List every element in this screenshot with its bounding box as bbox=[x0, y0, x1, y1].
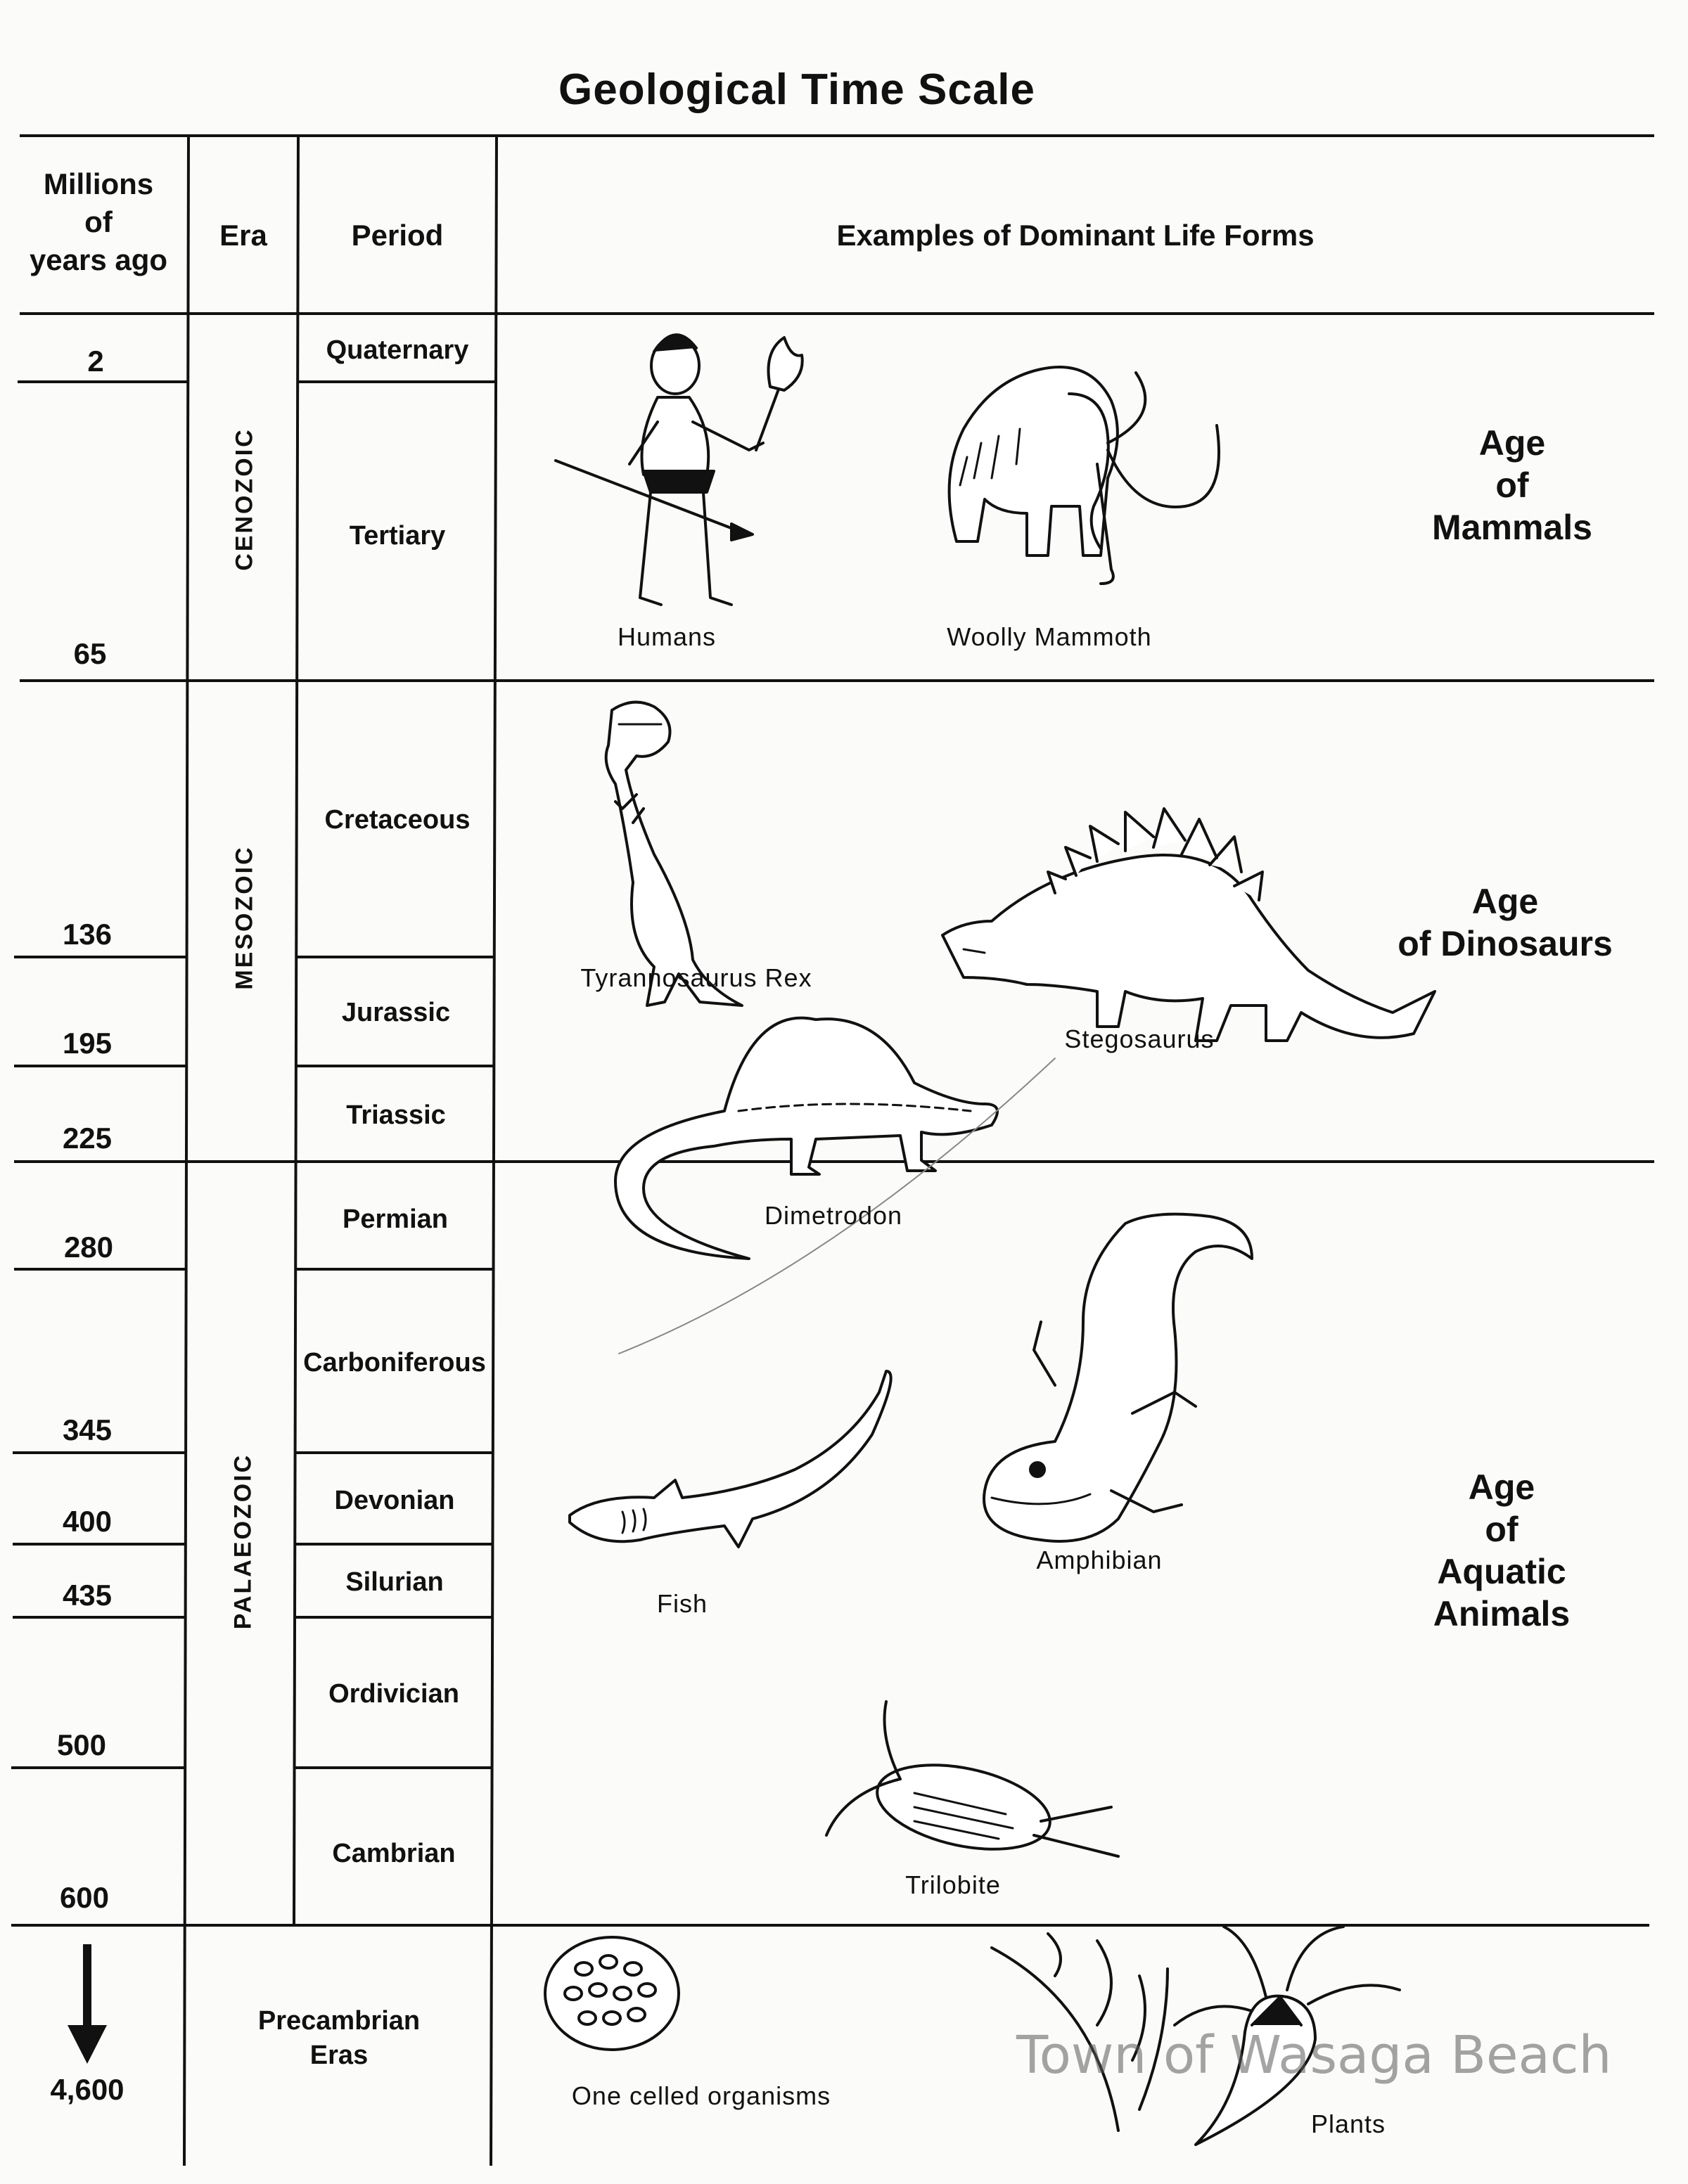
era-precambrian: Precambrian Eras bbox=[257, 2006, 421, 2070]
era-cenozoic: CENOZOIC bbox=[231, 428, 258, 571]
year-label: 136 bbox=[62, 918, 113, 951]
one-celled-organisms-illustration bbox=[545, 1937, 679, 2050]
year-label: 4,600 bbox=[50, 2073, 124, 2106]
caption-one-celled-organisms: One celled organisms bbox=[571, 2081, 831, 2110]
year-label: 500 bbox=[56, 1728, 107, 1761]
caption-woolly-mammoth: Woolly Mammoth bbox=[947, 622, 1152, 651]
page-title: Geological Time Scale bbox=[558, 65, 1036, 114]
year-label: 280 bbox=[63, 1231, 114, 1264]
year-label: 600 bbox=[59, 1881, 110, 1914]
era-mesozoic: MESOZOIC bbox=[231, 845, 258, 990]
period-label: Triassic bbox=[346, 1100, 446, 1130]
caption-stegosaurus: Stegosaurus bbox=[1064, 1024, 1215, 1053]
period-label: Tertiary bbox=[349, 521, 446, 551]
period-label: Cambrian bbox=[332, 1839, 456, 1868]
caption-humans: Humans bbox=[617, 622, 717, 651]
period-label: Jurassic bbox=[341, 998, 451, 1027]
stegosaurus-illustration bbox=[942, 809, 1435, 1041]
header-examples: Examples of Dominant Life Forms bbox=[836, 219, 1315, 252]
caption-dimetrodon: Dimetrodon bbox=[764, 1201, 903, 1230]
year-label: 345 bbox=[62, 1413, 113, 1446]
era-palaeozoic: PALAEOZOIC bbox=[229, 1453, 257, 1630]
period-label: Cretaceous bbox=[324, 805, 471, 835]
trilobite-illustration bbox=[826, 1702, 1118, 1863]
year-label: 2 bbox=[87, 345, 104, 378]
year-label: 435 bbox=[62, 1579, 113, 1612]
period-label: Devonian bbox=[334, 1486, 455, 1515]
age-of-aquatic-animals: Age of Aquatic Animals bbox=[1433, 1467, 1571, 1633]
period-label: Carboniferous bbox=[303, 1348, 486, 1377]
caption-fish: Fish bbox=[656, 1589, 708, 1618]
caption-amphibian: Amphibian bbox=[1036, 1546, 1163, 1574]
trex-illustration bbox=[606, 702, 742, 1006]
mammoth-illustration bbox=[950, 367, 1219, 584]
header-period: Period bbox=[351, 219, 444, 252]
watermark: Town of Wasaga Beach bbox=[1016, 2025, 1612, 2086]
year-label: 195 bbox=[62, 1027, 113, 1060]
year-label: 400 bbox=[62, 1505, 113, 1538]
period-label: Permian bbox=[343, 1205, 448, 1234]
caption-plants: Plants bbox=[1310, 2109, 1386, 2138]
header-millions: Millions of years ago bbox=[29, 167, 168, 276]
human-illustration bbox=[556, 335, 803, 605]
age-of-mammals: Age of Mammals bbox=[1432, 423, 1592, 547]
fish-illustration bbox=[570, 1371, 891, 1547]
period-label: Silurian bbox=[345, 1567, 444, 1597]
year-label: 225 bbox=[62, 1122, 113, 1155]
period-label: Quaternary bbox=[326, 335, 469, 365]
age-of-dinosaurs: Age of Dinosaurs bbox=[1398, 882, 1613, 963]
amphibian-illustration bbox=[984, 1214, 1252, 1541]
header-era: Era bbox=[219, 219, 267, 252]
caption-trilobite: Trilobite bbox=[905, 1870, 1001, 1899]
period-label: Ordivician bbox=[328, 1679, 459, 1709]
caption-tyrannosaurus-rex: Tyrannosaurus Rex bbox=[580, 963, 812, 992]
year-label: 65 bbox=[73, 637, 107, 670]
